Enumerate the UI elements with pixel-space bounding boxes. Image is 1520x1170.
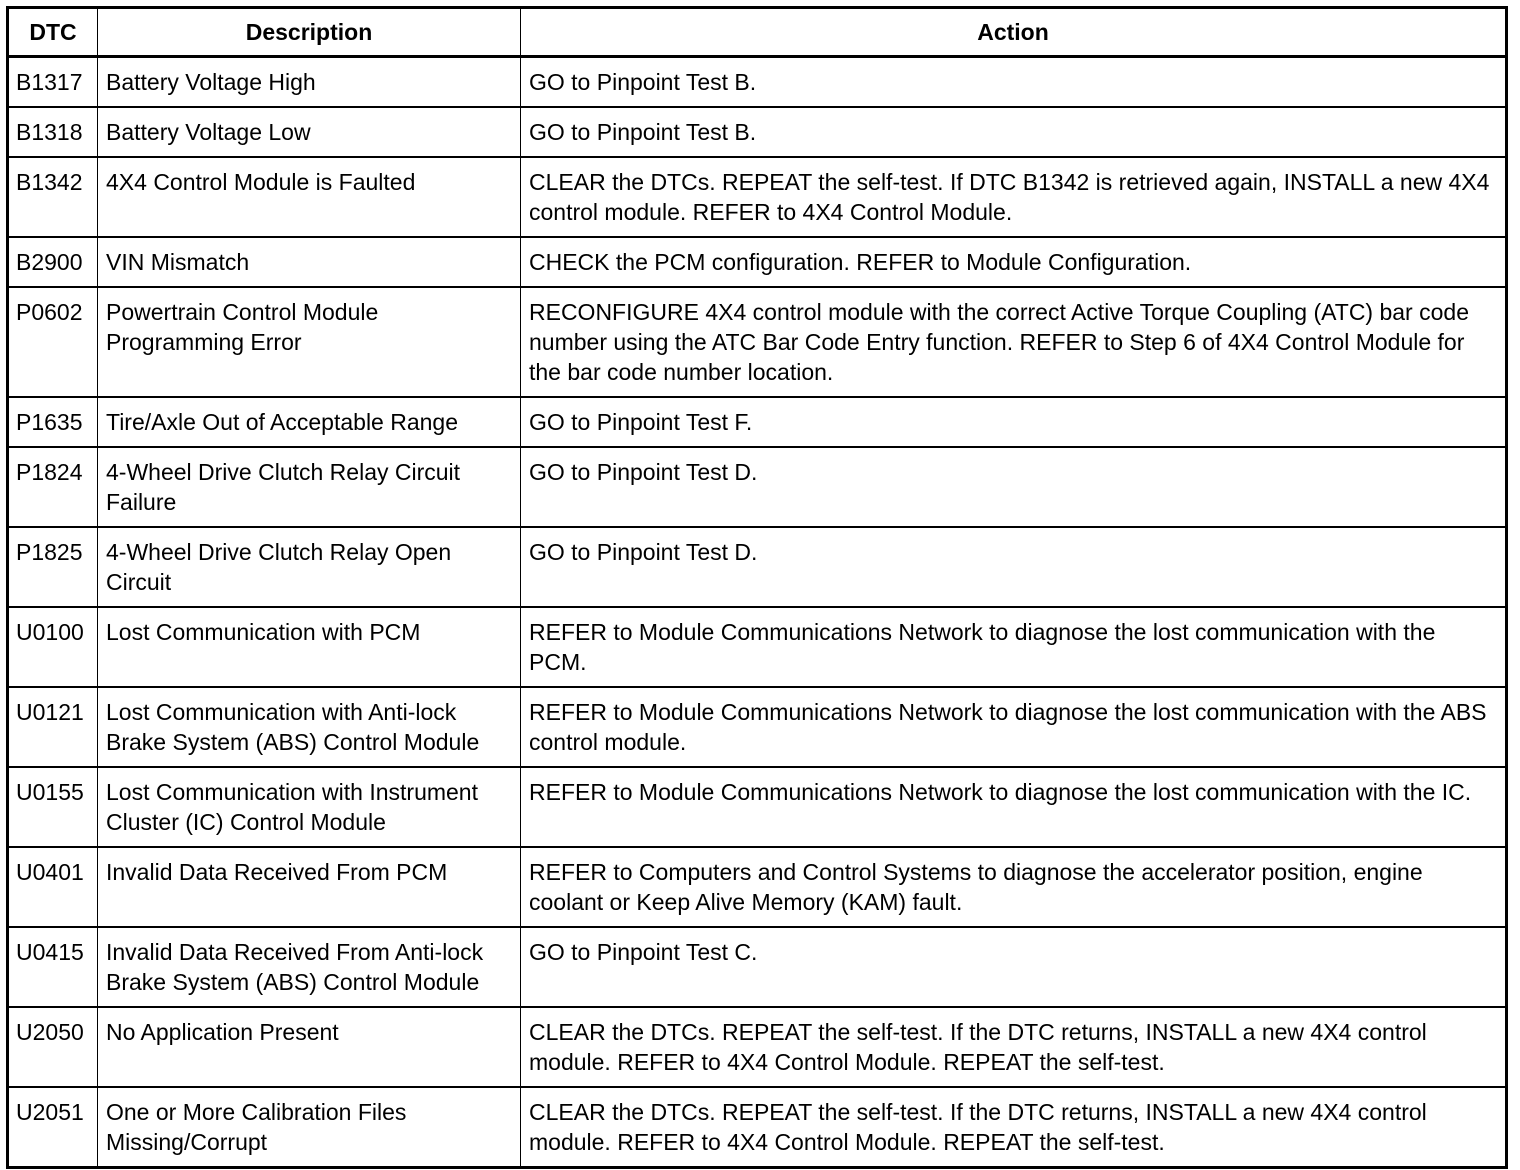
table-row <box>8 107 1507 157</box>
dtc-action: GO to Pinpoint Test D. <box>521 447 1507 527</box>
dtc-action: GO to Pinpoint Test B. <box>521 107 1507 157</box>
dtc-code: B2900 <box>8 237 98 287</box>
table-row <box>8 927 1507 1007</box>
table-row <box>8 237 1507 287</box>
header-action: Action <box>521 8 1507 57</box>
table-row <box>8 157 1507 237</box>
dtc-description: Invalid Data Received From Anti-lock Brake System (ABS) Control Module <box>98 927 521 1007</box>
dtc-description: VIN Mismatch <box>98 237 521 287</box>
dtc-description: Lost Communication with Instrument Cluster (IC) Control Module <box>98 767 521 847</box>
dtc-action: CHECK the PCM configuration. REFER to Module Configuration. <box>521 237 1507 287</box>
dtc-description: Lost Communication with Anti-lock Brake System (ABS) Control Module <box>98 687 521 767</box>
dtc-code: U2050 <box>8 1007 98 1087</box>
dtc-description: 4X4 Control Module is Faulted <box>98 157 521 237</box>
dtc-table <box>6 6 1508 1169</box>
header-description: Description <box>98 8 521 57</box>
dtc-action: CLEAR the DTCs. REPEAT the self-test. If the DTC returns, INSTALL a new 4X4 control module. REFER to 4X4 Control Module. REPEAT the self-test. <box>521 1087 1507 1168</box>
dtc-action: REFER to Module Communications Network to diagnose the lost communication with the PCM. <box>521 607 1507 687</box>
dtc-code: P1825 <box>8 527 98 607</box>
dtc-action: GO to Pinpoint Test B. <box>521 57 1507 108</box>
dtc-action: GO to Pinpoint Test D. <box>521 527 1507 607</box>
dtc-action: CLEAR the DTCs. REPEAT the self-test. If DTC B1342 is retrieved again, INSTALL a new 4X4 control module. REFER to 4X4 Control Module. <box>521 157 1507 237</box>
table-row <box>8 687 1507 767</box>
table-row <box>8 287 1507 397</box>
dtc-code: P1635 <box>8 397 98 447</box>
dtc-action: CLEAR the DTCs. REPEAT the self-test. If the DTC returns, INSTALL a new 4X4 control module. REFER to 4X4 Control Module. REPEAT the self-test. <box>521 1007 1507 1087</box>
dtc-code: P0602 <box>8 287 98 397</box>
table-row <box>8 527 1507 607</box>
dtc-code: B1317 <box>8 57 98 108</box>
dtc-code: U0401 <box>8 847 98 927</box>
dtc-code: U0100 <box>8 607 98 687</box>
dtc-description: Battery Voltage High <box>98 57 521 108</box>
header-row <box>8 8 1507 57</box>
dtc-code: U2051 <box>8 1087 98 1168</box>
dtc-action: RECONFIGURE 4X4 control module with the correct Active Torque Coupling (ATC) bar code number using the ATC Bar Code Entry function. REFER to Step 6 of 4X4 Control Module for the bar code number location. <box>521 287 1507 397</box>
dtc-action: REFER to Module Communications Network to diagnose the lost communication with the ABS control module. <box>521 687 1507 767</box>
dtc-description: One or More Calibration Files Missing/Corrupt <box>98 1087 521 1168</box>
dtc-code: U0121 <box>8 687 98 767</box>
dtc-description: Tire/Axle Out of Acceptable Range <box>98 397 521 447</box>
table-row <box>8 1087 1507 1168</box>
table-row <box>8 447 1507 527</box>
dtc-action: GO to Pinpoint Test F. <box>521 397 1507 447</box>
dtc-code: B1342 <box>8 157 98 237</box>
dtc-description: Invalid Data Received From PCM <box>98 847 521 927</box>
dtc-action: REFER to Computers and Control Systems to diagnose the accelerator position, engine coolant or Keep Alive Memory (KAM) fault. <box>521 847 1507 927</box>
dtc-description: 4-Wheel Drive Clutch Relay Circuit Failure <box>98 447 521 527</box>
table-row <box>8 397 1507 447</box>
dtc-code: B1318 <box>8 107 98 157</box>
table-row <box>8 767 1507 847</box>
dtc-description: 4-Wheel Drive Clutch Relay Open Circuit <box>98 527 521 607</box>
table-row <box>8 847 1507 927</box>
dtc-action: GO to Pinpoint Test C. <box>521 927 1507 1007</box>
dtc-action: REFER to Module Communications Network to diagnose the lost communication with the IC. <box>521 767 1507 847</box>
table-row <box>8 57 1507 108</box>
dtc-description: Powertrain Control Module Programming Error <box>98 287 521 397</box>
dtc-code: U0415 <box>8 927 98 1007</box>
header-dtc: DTC <box>8 8 98 57</box>
dtc-code: P1824 <box>8 447 98 527</box>
dtc-description: No Application Present <box>98 1007 521 1087</box>
dtc-description: Battery Voltage Low <box>98 107 521 157</box>
dtc-code: U0155 <box>8 767 98 847</box>
dtc-table-container <box>6 6 1508 1169</box>
dtc-description: Lost Communication with PCM <box>98 607 521 687</box>
table-row <box>8 607 1507 687</box>
table-row <box>8 1007 1507 1087</box>
